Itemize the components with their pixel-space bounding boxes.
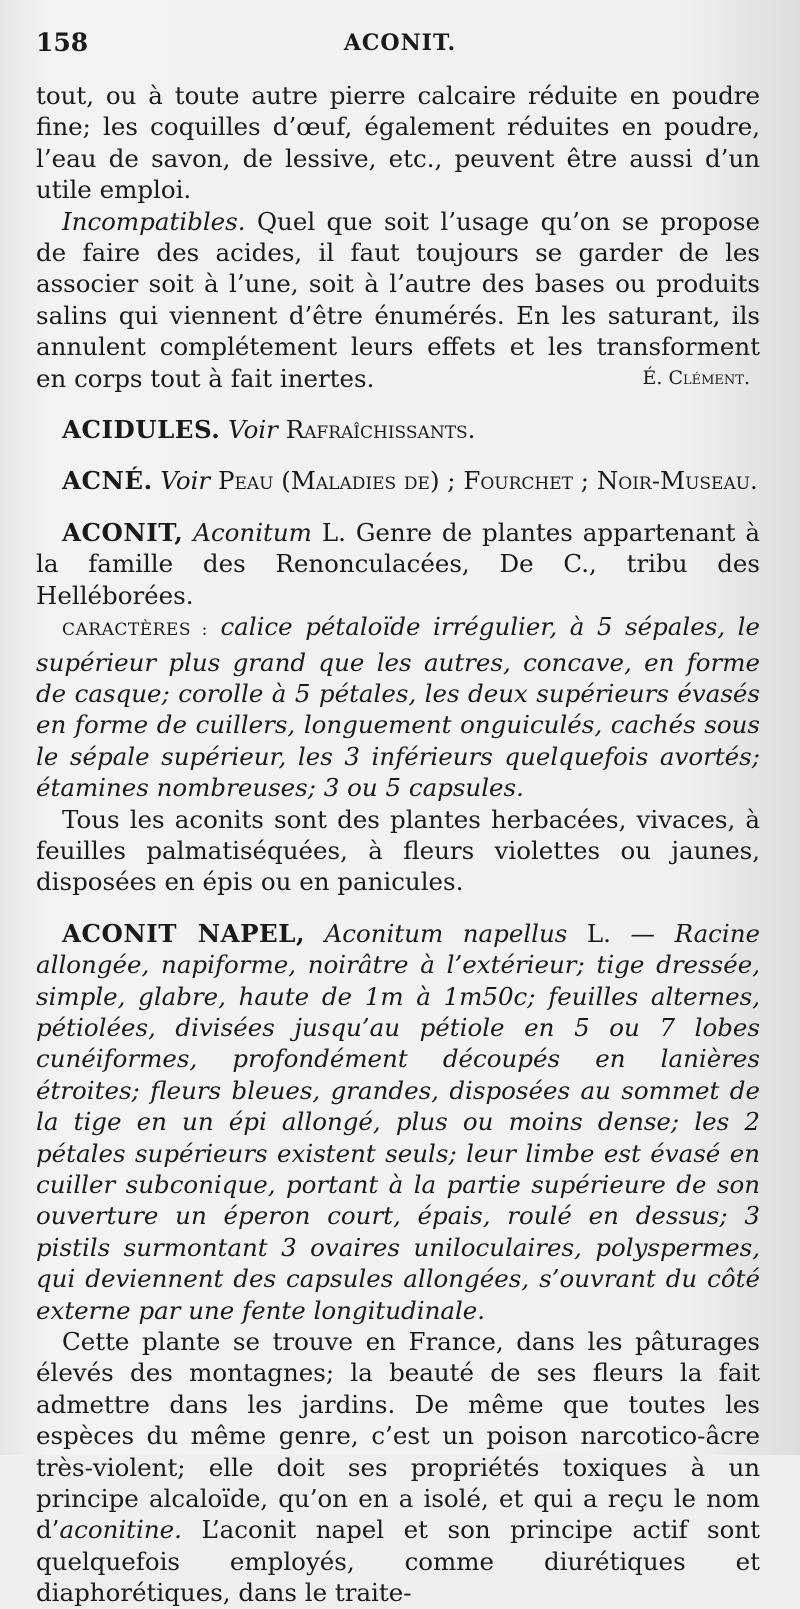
term-aconitine: aconitine. [59, 1515, 182, 1545]
headword-acidules: ACIDULES. [62, 415, 221, 445]
entry-acidules [36, 414, 760, 445]
entry-acne [36, 465, 760, 496]
page-body [36, 80, 760, 1609]
caracteres-label: CARACTÈRES : [62, 620, 208, 641]
aconit-general-paragraph: Tous les aconits sont des plantes herbacées, vivaces, à feuilles palmatiséquées, à fleurs violettes ou jaunes, disposées en épis ou en panicules. [36, 804, 760, 897]
incompatibles-label: Incompatibles. [62, 206, 246, 236]
page-number: 158 [36, 28, 89, 57]
author-abbrev: L. — [567, 918, 675, 948]
caracteres-text: calice pétaloïde irrégulier, à 5 sépales, le supérieur plus grand que les autres, concave, en forme de casque; corolle à 5 pétales, les deux supérieurs évasés en forme de cuillers, longuement onguiculés, cachés sous le sépale supérieur, les 3 inférieurs quelquefois avortés; étamines nombreuses; 3 ou 5 capsules. [36, 612, 760, 803]
caracteres-paragraph [36, 611, 760, 803]
xref-rafraichissants: Rafraîchissants. [285, 415, 476, 445]
headword-aconit-napel: ACONIT NAPEL, [62, 918, 305, 948]
incompatibles-paragraph [36, 206, 760, 394]
xref-acne-targets: Peau (Maladies de) ; Fourchet ; Noir-Museau. [217, 466, 758, 496]
latin-name: Aconitum [193, 517, 312, 547]
incompatibles-text: Quel que soit l’usage qu’on se propose de faire des acides, il faut toujours se garder de les associer soit à l’une, soit à l’autre des bases ou produits salins qui viennent d’être énumérés. En les saturant, ils annulent complétement leurs effets et les transforment en corps tout à fait inertes. [36, 206, 760, 393]
latin-name: Aconitum napellus [324, 918, 568, 948]
headword-acne: ACNÉ. [62, 466, 153, 496]
entry-aconit [36, 517, 760, 611]
continuation-paragraph: tout, ou à toute autre pierre calcaire réduite en poudre fine; les coquilles d’œuf, également réduites en poudre, l’eau de savon, de lessive, etc., peuvent être aussi d’un utile emploi. [36, 81, 760, 205]
voir-label: Voir [228, 415, 278, 445]
aconit-definition: L. Genre de plantes appartenant à la famille des Renonculacées, De C., tribu des Helléborées. [36, 517, 760, 610]
entry-aconit-napel [36, 918, 760, 1326]
napel-description: Racine allongée, napiforme, noirâtre à l’extérieur; tige dressée, simple, glabre, haute de 1m à 1m50c; feuilles alternes, pétiolées, divisées jusqu’au pétiole en 5 ou 7 lobes cunéiformes, profondément découpés en lanières étroites; fleurs bleues, grandes, disposées au sommet de la tige en un épi allongé, plus ou moins dense; les 2 pétales supérieurs existent seuls; leur limbe est évasé en cuiller subconique, portant à la partie supérieure de son ouverture un éperon court, épais, roulé en dessus; 3 pistils surmontant 3 ovaires uniloculaires, polyspermes, qui deviennent des capsules allongées, s’ouvrant du côté externe par une fente longitudinale. [36, 918, 761, 1325]
napel-paragraph-end: L’aconit napel et son principe actif sont quelquefois employés, comme diurétiques et diaphorétiques, dans le traite- [36, 1515, 760, 1608]
headword-aconit: ACONIT, [62, 517, 184, 547]
napel-habitat-paragraph [36, 1326, 760, 1609]
napel-paragraph-start: Cette plante se trouve en France, dans les pâturages élevés des montagnes; la beauté de ses fleurs la fait admettre dans les jardins. De même que toutes les espèces du même genre, c’est un poison narcotico-âcre très-violent; elle doit ses propriétés toxiques à un principe alcaloïde, qu’on en a isolé, et qui a reçu le nom d’ [36, 1327, 760, 1545]
voir-label: Voir [160, 466, 211, 496]
author-signature: É. Clément. [642, 366, 750, 389]
running-title: ACONIT. [343, 30, 457, 56]
